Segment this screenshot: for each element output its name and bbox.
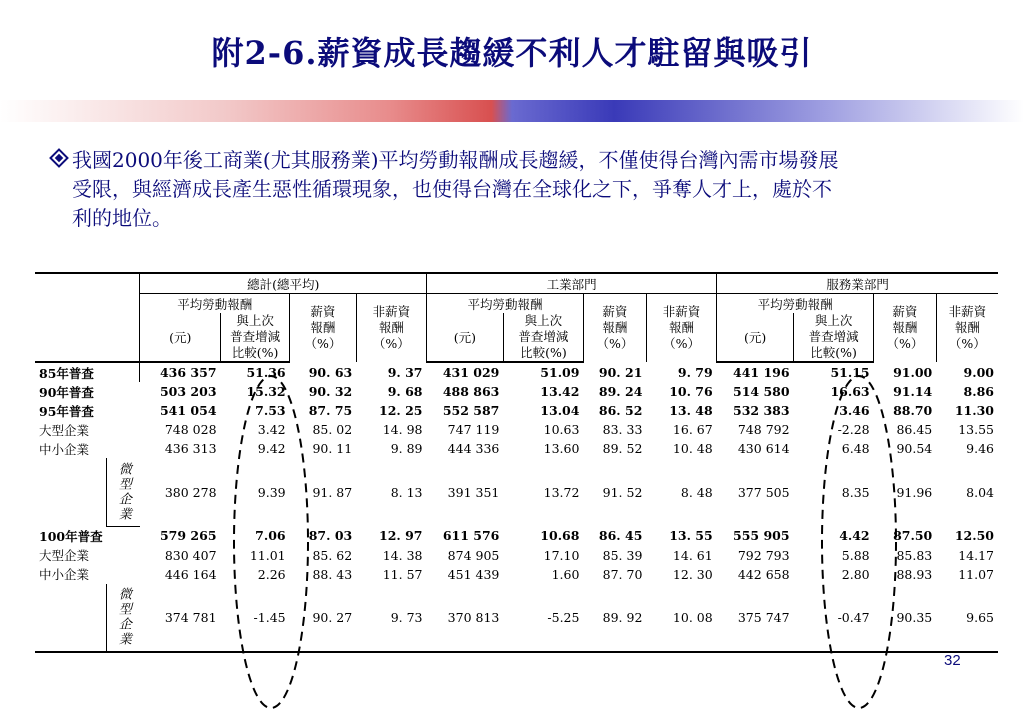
table-cell: -5.25 xyxy=(503,584,583,652)
table-cell: -1.45 xyxy=(221,584,290,652)
table-cell: 85. 62 xyxy=(312,547,353,563)
table-cell: 830 407 xyxy=(164,547,217,563)
table-cell: 444 336 xyxy=(447,441,500,456)
table-cell: 792 793 xyxy=(737,547,790,563)
table-cell: 430 614 xyxy=(737,441,790,456)
table-cell: 4.42 xyxy=(839,528,870,544)
table-row xyxy=(35,458,998,526)
table-cell: 374 781 xyxy=(140,584,221,652)
table-cell: 436 313 xyxy=(164,441,217,456)
table-cell: 611 576 xyxy=(442,528,500,544)
table-cell: 89. 92 xyxy=(583,584,646,652)
table-cell: 488 863 xyxy=(442,384,500,399)
table-cell: 10. 08 xyxy=(646,584,716,652)
table-cell: 86. 52 xyxy=(598,403,643,418)
table-row xyxy=(35,584,998,652)
table-row xyxy=(35,401,998,420)
nonsalary-header: 非薪資 報酬 （%） xyxy=(646,294,716,363)
table-cell: 370 813 xyxy=(427,584,504,652)
salary-header: 薪資 報酬 （%） xyxy=(290,294,357,363)
bullet-paragraph xyxy=(52,146,982,233)
table-cell: 9.46 xyxy=(966,441,994,456)
table-cell: 10.63 xyxy=(543,422,580,437)
table-cell: 514 580 xyxy=(733,384,790,399)
table-cell: 375 747 xyxy=(717,584,794,652)
table-cell: 51.09 xyxy=(540,365,580,380)
table-cell: 391 351 xyxy=(447,484,500,500)
row-label: 大型企業 xyxy=(39,548,90,563)
table-row xyxy=(35,526,998,546)
table-cell: 13. 55 xyxy=(669,528,713,544)
table-cell: 90.35 xyxy=(874,584,937,652)
table-cell: 8.35 xyxy=(841,484,870,500)
table-cell: 5.88 xyxy=(841,547,870,563)
table-cell: 14. 98 xyxy=(382,422,423,437)
table-cell: 8.86 xyxy=(963,384,994,399)
row-label: 95年普查 xyxy=(39,403,94,419)
table-cell: 85. 39 xyxy=(602,547,643,563)
bullet-line-1 xyxy=(52,146,982,175)
table-cell: 8. 48 xyxy=(680,484,713,500)
change-header: 與上次 普查增減 比較(%) xyxy=(221,313,290,362)
table-cell: 9.65 xyxy=(936,584,998,652)
table-cell: 13.04 xyxy=(540,403,580,418)
table-row xyxy=(35,362,998,382)
table-cell: 451 439 xyxy=(447,566,500,582)
nonsalary-header: 非薪資 報酬 （%） xyxy=(936,294,998,363)
table-cell: 89. 52 xyxy=(602,441,643,456)
table-cell: 16. 67 xyxy=(672,422,713,437)
table-cell: 9. 89 xyxy=(390,441,423,456)
row-label: 大型企業 xyxy=(39,422,90,438)
table-cell: 85. 02 xyxy=(312,422,353,437)
table-cell: 2.80 xyxy=(841,566,870,582)
table-cell: 12. 30 xyxy=(672,566,713,582)
table-cell: 431 029 xyxy=(442,365,500,380)
table-cell: -2.28 xyxy=(837,422,870,437)
table-cell: 9. 37 xyxy=(387,364,423,380)
table-cell: 87.50 xyxy=(893,528,933,544)
table-cell: 90. 32 xyxy=(308,384,353,399)
table-cell: 13.55 xyxy=(958,422,994,437)
table-cell: 9.42 xyxy=(257,441,286,456)
table-cell: 11. 57 xyxy=(382,566,423,582)
salary-header: 薪資 報酬 （%） xyxy=(583,294,646,363)
row-label-empty xyxy=(35,458,106,526)
row-label: 中小企業 xyxy=(39,567,90,582)
table-cell: 13.42 xyxy=(540,384,580,399)
table-cell: 16.63 xyxy=(830,384,870,399)
salary-header: 薪資 報酬 （%） xyxy=(874,294,937,363)
table-cell: 9.39 xyxy=(257,484,286,500)
table-cell: 11.07 xyxy=(958,566,994,582)
table-cell: 7.06 xyxy=(255,528,286,544)
table-cell: 51.15 xyxy=(830,365,870,380)
table-cell: 13.72 xyxy=(543,484,580,500)
table-cell: 10. 76 xyxy=(669,384,713,399)
bullet-line-3: 利的地位。 xyxy=(72,206,172,230)
table-cell: 9. 73 xyxy=(356,584,426,652)
row-label: 90年普查 xyxy=(39,384,94,400)
table-row xyxy=(35,439,998,458)
table-cell: 10.68 xyxy=(540,528,580,544)
row-label-micro xyxy=(106,458,140,526)
table-cell: 1.60 xyxy=(551,566,580,582)
table-cell: 3.42 xyxy=(257,422,286,437)
table-cell: 91.00 xyxy=(893,364,933,380)
avg-header: 平均勞動報酬 xyxy=(427,294,584,314)
table-cell: 377 505 xyxy=(737,484,790,500)
table-cell: 85.83 xyxy=(896,547,933,563)
table-cell: 9. 68 xyxy=(387,384,423,399)
diamond-bullet-icon xyxy=(49,148,69,168)
table-cell: 503 203 xyxy=(159,384,217,399)
slide-title: 附2-6.薪資成長趨緩不利人才駐留與吸引 xyxy=(211,34,813,72)
table-cell: 11.01 xyxy=(249,547,286,563)
table-row xyxy=(35,382,998,401)
table-cell: 446 164 xyxy=(164,566,217,582)
decorative-gradient-bar xyxy=(0,100,1024,122)
table-cell: 441 196 xyxy=(733,365,790,380)
table-cell: 15.32 xyxy=(246,384,286,399)
group-header-service: 服務業部門 xyxy=(717,273,998,294)
table-cell: 12.50 xyxy=(954,528,994,544)
table-cell: 380 278 xyxy=(164,484,217,500)
table-cell: 9.00 xyxy=(963,364,994,380)
table-cell: 91. 87 xyxy=(312,484,353,500)
table-cell: 13.60 xyxy=(543,441,580,456)
table-cell: 436 357 xyxy=(159,365,217,380)
unit-header: (元) xyxy=(140,313,221,362)
table-cell: 14. 38 xyxy=(382,547,423,563)
page-number: 32 xyxy=(944,652,961,669)
table-cell: 90. 63 xyxy=(308,364,353,380)
table-cell: 91.96 xyxy=(896,484,933,500)
table-cell: 541 054 xyxy=(159,403,217,418)
table-cell: 552 587 xyxy=(442,403,500,418)
row-label: 中小企業 xyxy=(39,441,90,457)
table-cell: 555 905 xyxy=(733,528,790,544)
table-cell: 88. 43 xyxy=(312,566,353,582)
group-header-total: 總計(總平均) xyxy=(140,273,427,294)
table-cell: 442 658 xyxy=(737,566,790,582)
change-header: 與上次 普查增減 比較(%) xyxy=(503,313,583,362)
table-cell: 747 119 xyxy=(447,422,500,437)
table-cell: 12. 97 xyxy=(379,528,423,544)
table-cell: 86. 45 xyxy=(598,528,643,544)
table-cell: 91.14 xyxy=(893,384,933,399)
table-cell: 2.26 xyxy=(257,566,286,582)
table-cell: 87. 03 xyxy=(308,528,353,544)
table-row xyxy=(35,420,998,439)
table-cell: 8. 13 xyxy=(390,484,423,500)
table-cell: -0.47 xyxy=(794,584,874,652)
bullet-text-1: 我國2000年後工商業(尤其服務業)平均勞動報酬成長趨緩，不僅使得台灣內需市場發展 xyxy=(72,148,839,172)
table-cell: 579 265 xyxy=(159,528,217,544)
table-cell: 10. 48 xyxy=(672,441,713,456)
unit-header: (元) xyxy=(427,313,504,362)
compensation-table xyxy=(35,272,998,653)
row-label: 85年普查 xyxy=(35,362,140,382)
row-label-micro xyxy=(106,584,140,652)
unit-header: (元) xyxy=(717,313,794,362)
table-cell: 14. 61 xyxy=(672,547,713,563)
group-header-industry: 工業部門 xyxy=(427,273,717,294)
row-label: 100年普查 xyxy=(39,529,103,544)
table-cell: 90.54 xyxy=(896,441,933,456)
table-cell: 8.04 xyxy=(966,484,994,500)
row-label-empty xyxy=(35,584,106,652)
table-cell: 11.30 xyxy=(954,403,994,418)
table-cell: 88.70 xyxy=(893,403,933,418)
table-cell: 83. 33 xyxy=(602,422,643,437)
table-row xyxy=(35,546,998,565)
table-cell: 91. 52 xyxy=(602,484,643,500)
table-cell: 88.93 xyxy=(896,566,933,582)
table-cell: 874 905 xyxy=(447,547,500,563)
table-cell: 3.46 xyxy=(839,403,870,418)
table-cell: 90. 21 xyxy=(598,364,643,380)
table-cell: 51.36 xyxy=(246,365,286,380)
table-cell: 86.45 xyxy=(896,422,933,437)
table-cell: 13. 48 xyxy=(669,403,713,418)
table-row xyxy=(35,565,998,584)
nonsalary-header: 非薪資 報酬 （%） xyxy=(356,294,426,363)
table-cell: 748 792 xyxy=(737,422,790,437)
table-cell: 12. 25 xyxy=(379,403,423,418)
table-cell: 532 383 xyxy=(733,403,790,418)
table-cell: 9. 79 xyxy=(677,364,713,380)
table-cell: 87. 75 xyxy=(308,403,353,418)
micro-enterprise-label: 微型企業 xyxy=(115,461,131,522)
table-cell: 87. 70 xyxy=(602,566,643,582)
table-cell: 6.48 xyxy=(841,441,870,456)
table-cell: 14.17 xyxy=(958,547,994,563)
avg-header: 平均勞動報酬 xyxy=(717,294,874,314)
table-cell: 7.53 xyxy=(255,403,286,418)
table-cell: 90. 27 xyxy=(290,584,357,652)
table-cell: 17.10 xyxy=(543,547,580,563)
micro-enterprise-label: 微型企業 xyxy=(115,587,131,647)
table-cell: 748 028 xyxy=(164,422,217,437)
bullet-line-2: 受限，與經濟成長產生惡性循環現象，也使得台灣在全球化之下，爭奪人才上，處於不 xyxy=(72,177,832,201)
change-header: 與上次 普查增減 比較(%) xyxy=(794,313,874,362)
table-cell: 90. 11 xyxy=(312,441,353,456)
avg-header: 平均勞動報酬 xyxy=(140,294,290,314)
table-cell: 89. 24 xyxy=(598,384,643,399)
